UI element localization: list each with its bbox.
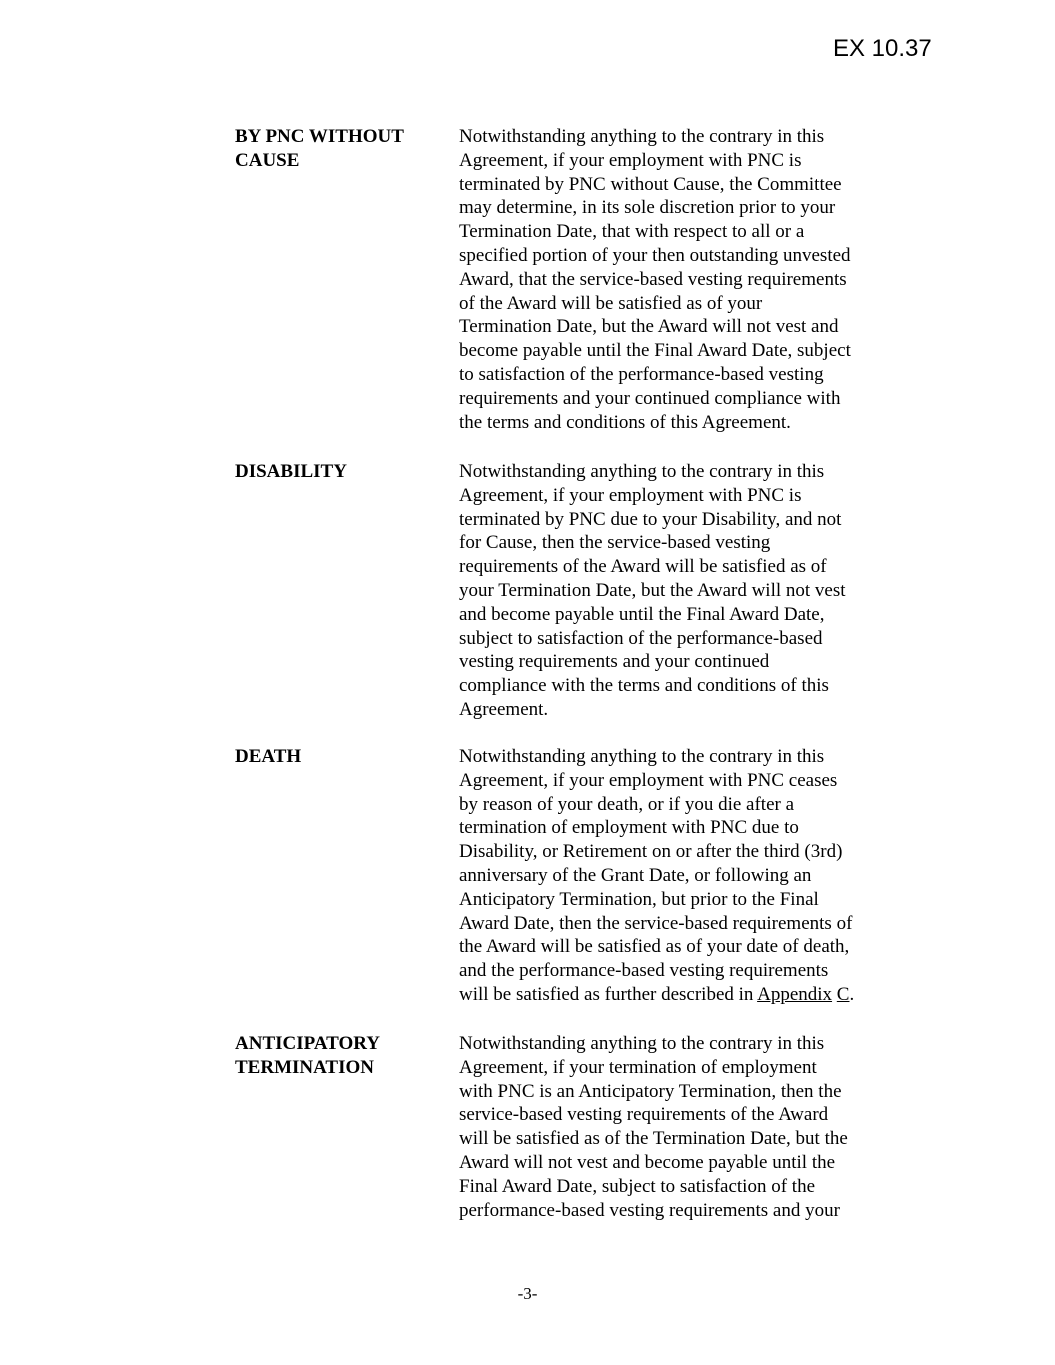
- heading-line: DEATH: [235, 746, 302, 767]
- section-heading: [235, 125, 450, 173]
- section-body: [459, 1032, 929, 1222]
- body-line: performance-based vesting requirements and your: [459, 1199, 840, 1221]
- page-number: -3-: [517, 1284, 538, 1303]
- body-line: anniversary of the Grant Date, or following an: [459, 864, 812, 886]
- section-heading: [235, 1032, 450, 1080]
- body-line: vesting requirements and your continued: [459, 651, 770, 673]
- body-line: terminated by PNC due to your Disability, and not: [459, 508, 842, 530]
- section-body: [459, 745, 929, 1007]
- body-line: by reason of your death, or if you die after a: [459, 793, 795, 815]
- body-line: Anticipatory Termination, but prior to the Final: [459, 888, 819, 910]
- body-line: Award, that the service-based vesting requirements: [459, 268, 847, 290]
- body-line: subject to satisfaction of the performance-based: [459, 627, 823, 649]
- body-line: service-based vesting requirements of the Award: [459, 1104, 829, 1126]
- body-line: compliance with the terms and conditions of this: [459, 675, 829, 697]
- body-line: Agreement, if your termination of employment: [459, 1056, 817, 1078]
- body-line: requirements of the Award will be satisfied as of: [459, 556, 827, 578]
- body-line-with-reference: [459, 983, 929, 1007]
- appendix-letter-reference: C: [836, 983, 850, 1005]
- body-line: requirements and your continued compliance with: [459, 387, 841, 409]
- heading-line: DISABILITY: [235, 461, 347, 482]
- heading-line: CAUSE: [235, 149, 300, 171]
- body-line: may determine, in its sole discretion prior to your: [459, 197, 836, 219]
- body-line: to satisfaction of the performance-based vesting: [459, 363, 824, 385]
- body-line: and become payable until the Final Award Date,: [459, 603, 825, 625]
- body-line: terminated by PNC without Cause, the Committee: [459, 173, 842, 195]
- heading-line: TERMINATION: [235, 1056, 374, 1078]
- body-line-suffix: .: [849, 983, 855, 1005]
- body-line: will be satisfied as of the Termination Date, but the: [459, 1128, 848, 1150]
- body-line: Notwithstanding anything to the contrary in this: [459, 461, 825, 482]
- body-line: Termination Date, but the Award will not vest and: [459, 316, 839, 338]
- body-line: Award Date, then the service-based requirements of: [459, 912, 853, 934]
- body-line: Disability, or Retirement on or after the third (3rd): [459, 841, 843, 863]
- appendix-reference: Appendix: [757, 983, 833, 1005]
- body-line: for Cause, then the service-based vesting: [459, 532, 771, 554]
- body-line: Notwithstanding anything to the contrary in this: [459, 1033, 825, 1054]
- body-line: Agreement, if your employment with PNC ceases: [459, 769, 838, 791]
- body-line: of the Award will be satisfied as of your: [459, 292, 763, 314]
- body-line: Agreement, if your employment with PNC is: [459, 149, 802, 171]
- section-heading: [235, 745, 450, 769]
- body-line: Notwithstanding anything to the contrary in this: [459, 746, 825, 767]
- exhibit-label: EX 10.37: [833, 35, 932, 62]
- body-line: and the performance-based vesting requirements: [459, 960, 829, 982]
- body-line: Agreement.: [459, 698, 549, 720]
- heading-line: BY PNC WITHOUT: [235, 126, 404, 147]
- body-line-prefix: will be satisfied as further described in: [459, 983, 758, 1005]
- body-line: the terms and conditions of this Agreement.: [459, 411, 791, 433]
- body-line: become payable until the Final Award Date, subject: [459, 340, 851, 362]
- section-body: [459, 460, 929, 722]
- body-line: Final Award Date, subject to satisfaction of the: [459, 1175, 815, 1197]
- section-heading: [235, 460, 450, 484]
- body-line: Notwithstanding anything to the contrary in this: [459, 126, 825, 147]
- body-line: Agreement, if your employment with PNC is: [459, 484, 802, 506]
- body-line: your Termination Date, but the Award will not vest: [459, 579, 846, 601]
- body-line: with PNC is an Anticipatory Termination, then the: [459, 1080, 842, 1102]
- body-line: termination of employment with PNC due to: [459, 817, 799, 839]
- body-line: specified portion of your then outstanding unvested: [459, 244, 851, 266]
- section-body: [459, 125, 929, 434]
- heading-line: ANTICIPATORY: [235, 1033, 381, 1054]
- body-line: Termination Date, that with respect to all or a: [459, 221, 805, 243]
- body-line: Award will not vest and become payable until the: [459, 1151, 836, 1173]
- body-line: the Award will be satisfied as of your date of death,: [459, 936, 850, 958]
